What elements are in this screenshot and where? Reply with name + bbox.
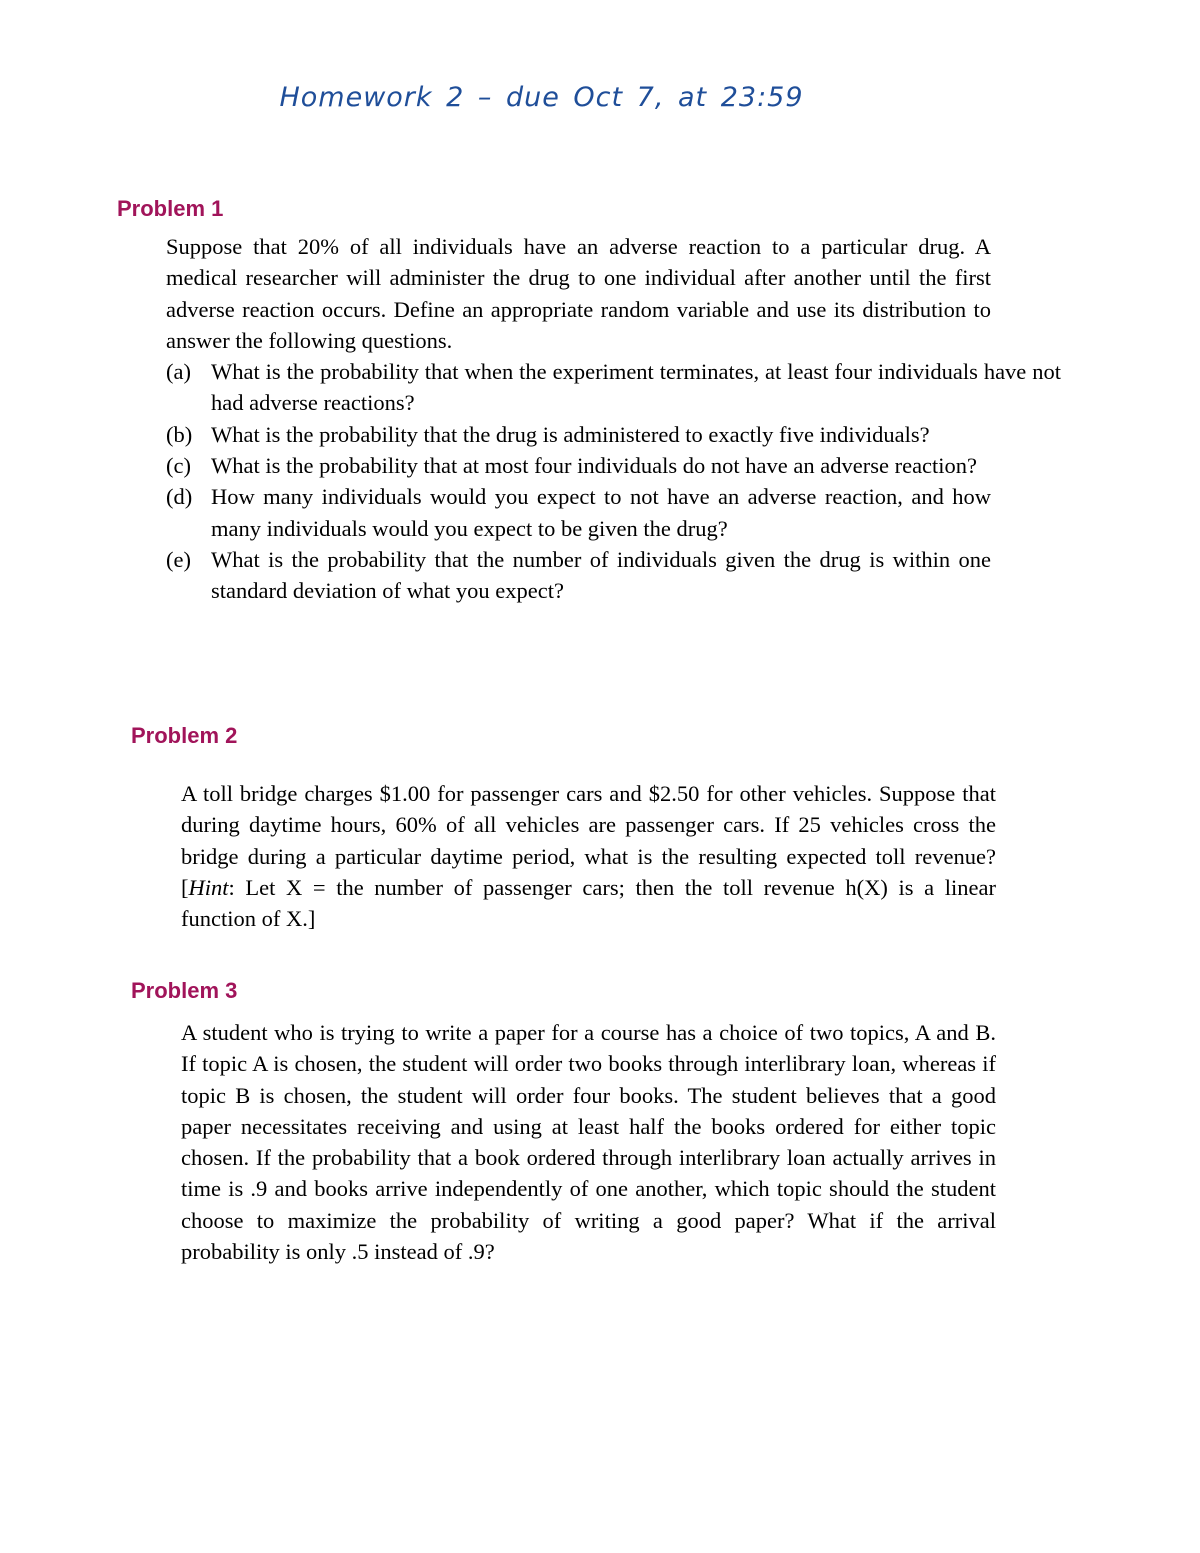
question-e xyxy=(166,544,991,607)
problem-3-heading: Problem 3 xyxy=(131,978,238,1003)
question-text: What is the probability that the number of individuals given the drug is within one standard deviation of what you expect? xyxy=(211,546,991,604)
hint-label: Hint xyxy=(188,874,229,900)
problem-1-questions xyxy=(166,356,1061,606)
question-d xyxy=(166,481,991,544)
problem-1-intro: Suppose that 20% of all individuals have an adverse reaction to a particular drug. A medical researcher will administer the drug to one individual after another until the first adverse reaction occurs. Define an appropriate random variable and use its distribution to answer the following questions. xyxy=(166,234,991,353)
question-text: What is the probability that when the experiment terminates, at least four individuals have not had adverse reactions? xyxy=(211,359,1061,416)
question-text: How many individuals would you expect to not have an adverse reaction, and how many individuals would you expect to be given the drug? xyxy=(211,484,991,541)
question-label: (c) xyxy=(166,453,191,479)
question-c xyxy=(166,450,991,481)
question-text: What is the probability that at most four individuals do not have an adverse reaction? xyxy=(211,453,978,479)
problem-2-text-start: A toll bridge charges $1.00 for passenger cars and $2.50 for other vehicles. Suppose that during daytime hours, 60% of all vehicles are passenger cars. If 25 vehicles cross the bridge during a particular daytime period, what is the resulting expected toll revenue? [ xyxy=(181,781,996,900)
problem-3-body xyxy=(181,1017,996,1267)
question-label: (a) xyxy=(166,359,191,385)
question-a xyxy=(166,356,1061,419)
problem-3-text: A student who is trying to write a paper for a course has a choice of two topics, A and B. If topic A is chosen, the student will order two books through interlibrary loan, whereas if topic B is chosen, the student will order four books. The student believes that a good paper necessitates receiving and using at least half the books ordered for either topic chosen. If the probability that a book ordered through interlibrary loan actually arrives in time is .9 and books arrive independently of one another, which topic should the student choose to maximize the probability of writing a good paper? What if the arrival probability is only .5 instead of .9? xyxy=(181,1020,996,1265)
homework-title: Homework 2 – due Oct 7, at 23:59 xyxy=(279,82,804,113)
problem-2-text xyxy=(181,778,996,934)
problem-2-heading: Problem 2 xyxy=(131,723,238,748)
problem-1-heading: Problem 1 xyxy=(117,196,224,221)
problem-2-body xyxy=(181,778,996,934)
question-label: (b) xyxy=(166,421,193,447)
question-label: (d) xyxy=(166,484,193,510)
problem-2-text-end: : Let X = the number of passenger cars; then the toll revenue h(X) is a linear function of X.] xyxy=(181,874,996,932)
question-label: (e) xyxy=(166,546,191,572)
question-text: What is the probability that the drug is administered to exactly five individuals? xyxy=(211,421,930,447)
question-b xyxy=(166,419,991,450)
problem-1-body xyxy=(166,231,1061,607)
